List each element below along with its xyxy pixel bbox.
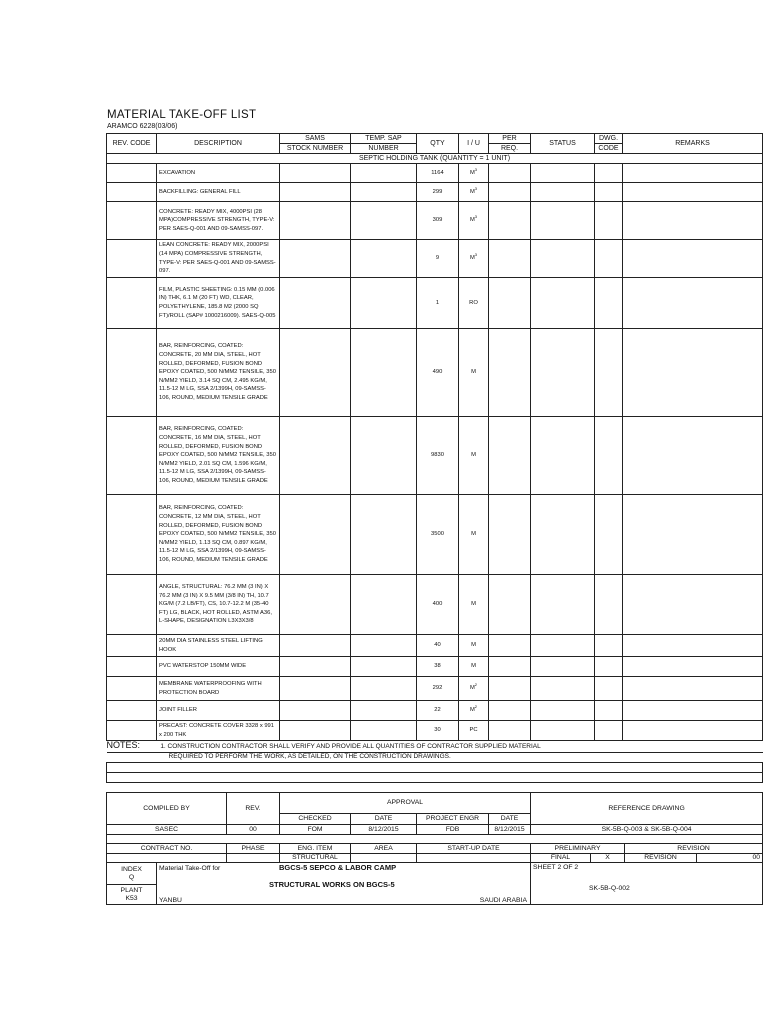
rev-code-cell xyxy=(107,202,157,240)
unit-text: M xyxy=(471,663,476,670)
header-iu: I / U xyxy=(459,134,489,154)
per-req-cell xyxy=(489,635,531,657)
dwg-code-cell xyxy=(595,329,623,417)
remarks-cell xyxy=(623,240,763,278)
unit-text: M xyxy=(471,642,476,649)
unit-text: PC xyxy=(469,727,478,734)
revision-label: REVISION xyxy=(625,844,763,854)
per-req-cell xyxy=(489,701,531,721)
checked-label: CHECKED xyxy=(280,814,351,825)
document-title: MATERIAL TAKE-OFF LIST xyxy=(107,109,257,121)
description-cell: PVC WATERSTOP 150MM WIDE xyxy=(157,657,280,677)
table-row xyxy=(107,657,763,677)
qty-cell: 9 xyxy=(417,240,459,278)
status-cell xyxy=(531,202,595,240)
table-row xyxy=(107,417,763,495)
qty-cell: 38 xyxy=(417,657,459,677)
dwg-code-cell xyxy=(595,657,623,677)
ref-dwg: SK-5B-Q-003 & SK-5B-Q-004 xyxy=(531,825,763,835)
description-cell: BAR, REINFORCING, COATED: CONCRETE, 20 MM DIA, STEEL, HOT ROLLED, DEFORMED, FUSION BOND EPOXY COATED, 500 N/MM2 TENSILE, 350 N/MM2 YIELD, 3.14 SQ CM, 2.495 KG/M, 11.5-12 M LG, SSA 2/1399H, 09-SAMSS-106, ROUND, MEDIUM TENSILE GRADE xyxy=(157,329,280,417)
revision-label-2: REVISION xyxy=(625,854,697,863)
header-per: PER xyxy=(489,134,531,144)
dwg-code-cell xyxy=(595,701,623,721)
table-row xyxy=(107,721,763,741)
description-cell: MEMBRANE WATERPROOFING WITH PROTECTION BOARD xyxy=(157,677,280,701)
per-req-cell xyxy=(489,329,531,417)
remarks-cell xyxy=(623,635,763,657)
rev-code-cell xyxy=(107,278,157,329)
sams-cell xyxy=(280,657,351,677)
status-cell xyxy=(531,278,595,329)
unit-cell xyxy=(459,183,489,202)
unit-cell xyxy=(459,575,489,635)
description-cell: PRECAST: CONCRETE COVER 3328 x 991 x 200 THK xyxy=(157,721,280,741)
startup-date-label: START-UP DATE xyxy=(417,844,531,854)
title-block xyxy=(106,792,763,905)
form-number: ARAMCO 6228(03/06) xyxy=(107,123,178,130)
unit-cell xyxy=(459,164,489,183)
plant-label: PLANT xyxy=(120,886,143,894)
remarks-cell xyxy=(623,202,763,240)
temp-sap-cell xyxy=(351,721,417,741)
temp-sap-cell xyxy=(351,417,417,495)
dwg-code-cell xyxy=(595,278,623,329)
table-row xyxy=(107,495,763,575)
rev-code-cell xyxy=(107,329,157,417)
temp-sap-cell xyxy=(351,677,417,701)
status-cell xyxy=(531,575,595,635)
description-cell: BAR, REINFORCING, COATED: CONCRETE, 16 MM DIA, STEEL, HOT ROLLED, DEFORMED, FUSION BOND EPOXY COATED, 500 N/MM2 TENSILE, 350 N/MM2 YIELD, 2.01 SQ CM, 1.596 KG/M, 11.5-12 M LG, SSA 2/1399H, 09-SAMSS-106, ROUND, MEDIUM TENSILE GRADE xyxy=(157,417,280,495)
rev-code-cell xyxy=(107,677,157,701)
unit-cell xyxy=(459,635,489,657)
description-cell: BAR, REINFORCING, COATED: CONCRETE, 12 MM DIA, STEEL, HOT ROLLED, DEFORMED, FUSION BOND EPOXY COATED, 500 N/MM2 TENSILE, 350 N/MM2 YIELD, 1.13 SQ CM, 0.897 KG/M, 11.5-12 M LG, SSA 2/1399H, 09-SAMSS-106, ROUND, MEDIUM TENSILE GRADE xyxy=(157,495,280,575)
table-row xyxy=(107,183,763,202)
dwg-code-cell xyxy=(595,721,623,741)
header-temp-sap: TEMP. SAP xyxy=(351,134,417,144)
header-stock-number: STOCK NUMBER xyxy=(280,144,351,154)
preliminary-label: PRELIMINARY xyxy=(531,844,625,854)
qty-cell: 3500 xyxy=(417,495,459,575)
table-row xyxy=(107,575,763,635)
sams-cell xyxy=(280,183,351,202)
rev-code-cell xyxy=(107,240,157,278)
dwg-code-cell xyxy=(595,495,623,575)
header-remarks: REMARKS xyxy=(623,134,763,154)
remarks-cell xyxy=(623,701,763,721)
table-row xyxy=(107,202,763,240)
qty-cell: 22 xyxy=(417,701,459,721)
unit-text: M xyxy=(471,601,476,608)
revision-value: 00 xyxy=(697,854,763,863)
per-req-cell xyxy=(489,183,531,202)
dwg-code-cell xyxy=(595,164,623,183)
remarks-cell xyxy=(623,329,763,417)
unit-exponent: 3 xyxy=(474,252,478,258)
eng-item-label: ENG. ITEM xyxy=(280,844,351,854)
remarks-cell xyxy=(623,495,763,575)
unit-text: M xyxy=(469,217,475,224)
status-cell xyxy=(531,721,595,741)
notes-label: NOTES: xyxy=(106,740,141,750)
compiled-by-label: COMPILED BY xyxy=(107,793,227,825)
unit-text: M xyxy=(469,707,475,714)
approval-label: APPROVAL xyxy=(280,793,531,814)
dwg-code-cell xyxy=(595,240,623,278)
per-req-cell xyxy=(489,202,531,240)
temp-sap-cell xyxy=(351,657,417,677)
plant-value: K53 xyxy=(125,894,138,902)
temp-sap-cell xyxy=(351,183,417,202)
table-row xyxy=(107,278,763,329)
dwg-code-cell xyxy=(595,677,623,701)
header-sams: SAMS xyxy=(280,134,351,144)
description-cell: EXCAVATION xyxy=(157,164,280,183)
unit-cell xyxy=(459,701,489,721)
header-status: STATUS xyxy=(531,134,595,154)
qty-cell: 292 xyxy=(417,677,459,701)
status-cell xyxy=(531,164,595,183)
sams-cell xyxy=(280,202,351,240)
qty-cell: 1 xyxy=(417,278,459,329)
date-label-2: DATE xyxy=(489,814,531,825)
rev-code-cell xyxy=(107,164,157,183)
temp-sap-cell xyxy=(351,240,417,278)
header-number: NUMBER xyxy=(351,144,417,154)
drawing-number: SK-5B-Q-002 xyxy=(589,885,630,892)
per-req-cell xyxy=(489,721,531,741)
material-table xyxy=(106,133,763,783)
remarks-cell xyxy=(623,657,763,677)
table-row xyxy=(107,701,763,721)
rev-code-cell xyxy=(107,701,157,721)
temp-sap-cell xyxy=(351,164,417,183)
dwg-code-cell xyxy=(595,183,623,202)
remarks-cell xyxy=(623,575,763,635)
sams-cell xyxy=(280,278,351,329)
sams-cell xyxy=(280,495,351,575)
notes-line-1: 1. CONSTRUCTION CONTRACTOR SHALL VERIFY AND PROVIDE ALL QUANTITIES OF CONTRACTOR SUPPLIED MATERIAL xyxy=(160,743,541,750)
qty-cell: 40 xyxy=(417,635,459,657)
table-row xyxy=(107,164,763,183)
unit-exponent: 3 xyxy=(474,214,478,220)
table-row xyxy=(107,635,763,657)
unit-exponent: 2 xyxy=(474,682,478,688)
description-cell: JOINT FILLER xyxy=(157,701,280,721)
temp-sap-cell xyxy=(351,575,417,635)
remarks-cell xyxy=(623,278,763,329)
sams-cell xyxy=(280,575,351,635)
unit-exponent: 3 xyxy=(474,185,478,191)
sams-cell xyxy=(280,164,351,183)
index-value: Q xyxy=(128,873,135,881)
description-cell: ANGLE, STRUCTURAL: 76.2 MM (3 IN) X 76.2 MM (3 IN) X 9.5 MM (3/8 IN) TH, 10.7 KG/M (7.2 LB/FT), CS, 10.7-12.2 M (35-40 FT) LG, BLACK, HOT ROLLED, ASTM A36, L-SHAPE, DESIGNATION L3X3X3/8 xyxy=(157,575,280,635)
per-req-cell xyxy=(489,495,531,575)
checked-date: 8/12/2015 xyxy=(351,825,417,835)
rev-code-cell xyxy=(107,575,157,635)
status-cell xyxy=(531,701,595,721)
engr-date: 8/12/2015 xyxy=(489,825,531,835)
project-line-1: BGCS-5 SEPCO & LABOR CAMP xyxy=(279,863,397,872)
checked-by: FOM xyxy=(280,825,351,835)
mto-for: Material Take-Off for xyxy=(159,865,221,872)
dwg-code-cell xyxy=(595,202,623,240)
qty-cell: 400 xyxy=(417,575,459,635)
project-line-2: STRUCTURAL WORKS ON BGCS-5 xyxy=(269,880,395,889)
engr: FDB xyxy=(417,825,489,835)
reference-drawing-label: REFERENCE DRAWING xyxy=(531,793,763,825)
temp-sap-cell xyxy=(351,278,417,329)
table-row xyxy=(107,677,763,701)
qty-cell: 490 xyxy=(417,329,459,417)
remarks-cell xyxy=(623,417,763,495)
header-rev-code: REV. CODE xyxy=(107,134,157,154)
dwg-code-cell xyxy=(595,635,623,657)
remarks-cell xyxy=(623,721,763,741)
status-cell xyxy=(531,183,595,202)
status-cell xyxy=(531,495,595,575)
rev-label: REV. xyxy=(227,793,280,825)
unit-text: M xyxy=(471,452,476,459)
country: SAUDI ARABIA xyxy=(479,897,528,904)
temp-sap-cell xyxy=(351,202,417,240)
status-cell xyxy=(531,329,595,417)
compiler: SASEC xyxy=(107,825,227,835)
unit-cell xyxy=(459,657,489,677)
unit-text: RO xyxy=(469,299,478,306)
rev-value: 00 xyxy=(227,825,280,835)
date-label: DATE xyxy=(351,814,417,825)
rev-code-cell xyxy=(107,417,157,495)
per-req-cell xyxy=(489,240,531,278)
description-cell: FILM, PLASTIC SHEETING: 0.15 MM (0.006 IN) THK, 6.1 M (20 FT) WD, CLEAR, POLYETHYLENE, 185.8 M2 (2000 SQ FT)/ROLL (SAP# 1000216009). SAES-Q-005 xyxy=(157,278,280,329)
phase-label: PHASE xyxy=(227,844,280,854)
temp-sap-cell xyxy=(351,701,417,721)
final-label: FINAL xyxy=(531,854,591,863)
sams-cell xyxy=(280,721,351,741)
header-dwg: DWG. xyxy=(595,134,623,144)
description-cell: 20MM DIA STAINLESS STEEL LIFTING HOOK xyxy=(157,635,280,657)
sams-cell xyxy=(280,417,351,495)
status-cell xyxy=(531,677,595,701)
sams-cell xyxy=(280,677,351,701)
table-row xyxy=(107,329,763,417)
unit-text: M xyxy=(469,685,475,692)
items-body xyxy=(107,164,763,741)
status-cell xyxy=(531,657,595,677)
rev-code-cell xyxy=(107,183,157,202)
unit-exponent: 2 xyxy=(474,704,478,710)
sams-cell xyxy=(280,635,351,657)
per-req-cell xyxy=(489,164,531,183)
index-label: INDEX xyxy=(121,865,142,873)
status-cell xyxy=(531,417,595,495)
area-label: AREA xyxy=(351,844,417,854)
per-req-cell xyxy=(489,657,531,677)
unit-text: M xyxy=(469,255,475,262)
header-req: REQ. xyxy=(489,144,531,154)
dwg-code-cell xyxy=(595,575,623,635)
sams-cell xyxy=(280,240,351,278)
header-qty: QTY xyxy=(417,134,459,154)
blank-line xyxy=(107,772,763,782)
status-cell xyxy=(531,635,595,657)
unit-cell xyxy=(459,721,489,741)
temp-sap-cell xyxy=(351,635,417,657)
unit-cell xyxy=(459,417,489,495)
rev-code-cell xyxy=(107,495,157,575)
project-engr-label: PROJECT ENGR xyxy=(417,814,489,825)
unit-cell xyxy=(459,278,489,329)
unit-cell xyxy=(459,240,489,278)
unit-text: M xyxy=(471,369,476,376)
temp-sap-cell xyxy=(351,495,417,575)
location: YANBU xyxy=(159,897,182,904)
blank-line xyxy=(107,762,763,772)
notes-line-2: REQUIRED TO PERFORM THE WORK, AS DETAILED, ON THE CONSTRUCTION DRAWINGS. xyxy=(107,752,763,762)
qty-cell: 1164 xyxy=(417,164,459,183)
remarks-cell xyxy=(623,164,763,183)
table-row xyxy=(107,240,763,278)
remarks-cell xyxy=(623,677,763,701)
rev-code-cell xyxy=(107,721,157,741)
rev-code-cell xyxy=(107,657,157,677)
description-cell: BACKFILLING: GENERAL FILL xyxy=(157,183,280,202)
blank-line xyxy=(107,835,763,844)
contract-no-label: CONTRACT NO. xyxy=(107,844,227,854)
unit-cell xyxy=(459,202,489,240)
section-title: SEPTIC HOLDING TANK (QUANTITY = 1 UNIT) xyxy=(107,154,763,164)
per-req-cell xyxy=(489,677,531,701)
final-mark: X xyxy=(591,854,625,863)
sams-cell xyxy=(280,701,351,721)
unit-cell xyxy=(459,329,489,417)
qty-cell: 299 xyxy=(417,183,459,202)
unit-cell xyxy=(459,495,489,575)
rev-code-cell xyxy=(107,635,157,657)
per-req-cell xyxy=(489,278,531,329)
description-cell: CONCRETE: READY MIX, 4000PSI (28 MPA)COMPRESSIVE STRENGTH, TYPE-V: PER SAES-Q-001 AND 09-SAMSS-097. xyxy=(157,202,280,240)
dwg-code-cell xyxy=(595,417,623,495)
qty-cell: 30 xyxy=(417,721,459,741)
unit-text: M xyxy=(469,188,475,195)
per-req-cell xyxy=(489,575,531,635)
per-req-cell xyxy=(489,417,531,495)
status-cell xyxy=(531,240,595,278)
qty-cell: 9830 xyxy=(417,417,459,495)
unit-exponent: 3 xyxy=(474,166,478,172)
unit-cell xyxy=(459,677,489,701)
sheet-number: SHEET 2 OF 2 xyxy=(533,864,579,871)
sams-cell xyxy=(280,329,351,417)
header-description: DESCRIPTION xyxy=(157,134,280,154)
remarks-cell xyxy=(623,183,763,202)
unit-text: M xyxy=(469,169,475,176)
structural-label: STRUCTURAL xyxy=(280,854,351,863)
header-code: CODE xyxy=(595,144,623,154)
unit-text: M xyxy=(471,531,476,538)
qty-cell: 309 xyxy=(417,202,459,240)
description-cell: LEAN CONCRETE: READY MIX, 2000PSI (14 MPA) COMPRESSIVE STRENGTH, TYPE-V: PER SAES-Q-001 AND 09-SAMSS-097. xyxy=(157,240,280,278)
temp-sap-cell xyxy=(351,329,417,417)
